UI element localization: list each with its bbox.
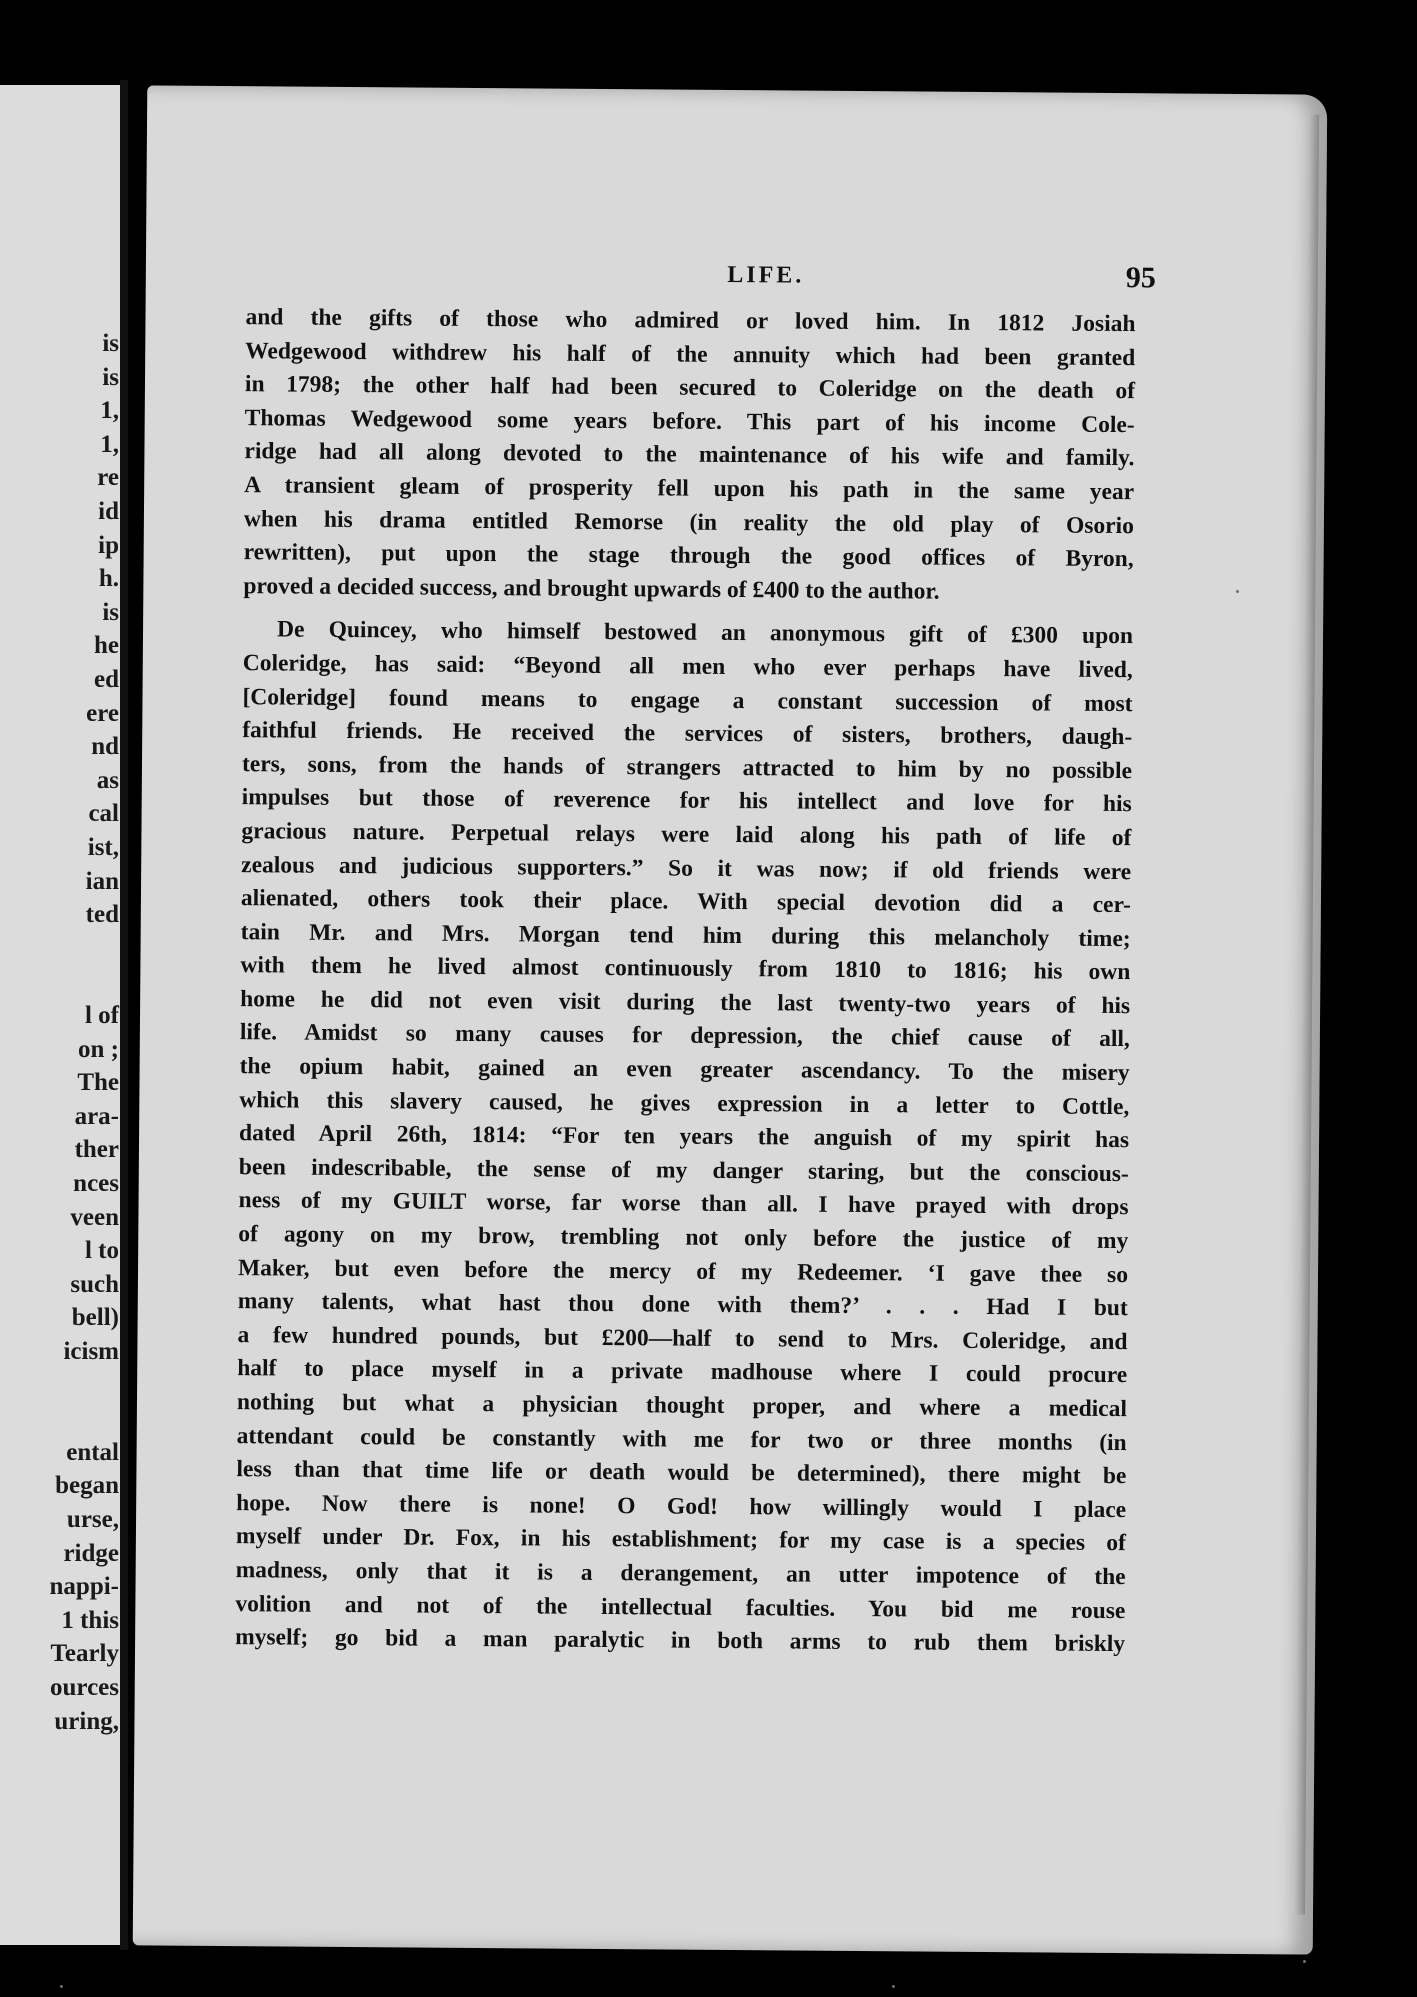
text-line: of agony on my brow, trembling not only before the justice of my [238, 1221, 1129, 1255]
text-line: tain Mr. and Mrs. Morgan tend him during this melancholy time; [240, 918, 1131, 952]
text-line: in 1798; the other half had been secured to Coleridge on the death of [244, 371, 1136, 405]
left-page-line: is [102, 598, 119, 626]
dust-speck [892, 1985, 895, 1988]
left-page-line: 1, [100, 397, 119, 425]
text-line: been indescribable, the sense of my danger staring, but the conscious- [238, 1153, 1129, 1187]
text-line: when his drama entitled Remorse (in reality the old play of Osorio [243, 505, 1134, 539]
left-page-line: The [77, 1069, 119, 1097]
left-page-line: ist, [87, 834, 119, 861]
text-line: volition and not of the intellectual faculties. You bid me rouse [235, 1590, 1126, 1624]
text-line: ness of my GUILT worse, far worse than all. I have prayed with drops [238, 1187, 1129, 1221]
left-page-line: is [102, 363, 119, 391]
text-line: Thomas Wedgewood some years before. This part of his income Cole- [244, 404, 1135, 438]
left-page-line: nd [91, 733, 119, 761]
left-page-line: ara- [74, 1102, 119, 1130]
left-page-line: ther [74, 1136, 119, 1164]
book-page [133, 85, 1328, 1954]
text-line: home he did not even visit during the last twenty-two years of his [240, 986, 1131, 1020]
left-page-line: is [102, 330, 119, 357]
left-page-line: ental [66, 1438, 119, 1466]
text-line: alienated, others took their place. With special devotion did a cer- [240, 885, 1132, 919]
text-line: with them he lived almost continuously from 1810 to 1816; his own [240, 952, 1131, 986]
text-line: many talents, what hast thou done with them?’ . . . Had I but [237, 1288, 1128, 1322]
text-line: zealous and judicious supporters.” So it was now; if old friends were [241, 851, 1132, 885]
left-page-line: ted [85, 901, 119, 929]
page-number: 95 [1125, 261, 1156, 295]
page-gutter [120, 80, 128, 1950]
left-page-line: uring, [54, 1707, 119, 1735]
left-page-line: ian [85, 867, 119, 895]
text-line: Wedgewood withdrew his half of the annuity which had been granted [245, 337, 1136, 371]
text-line: half to place myself in a private madhouse where I could procure [237, 1355, 1128, 1389]
left-page-line: ere [86, 699, 119, 727]
text-line: less than that time life or death would be determined), there might be [236, 1456, 1127, 1490]
dust-speck [1236, 590, 1239, 593]
left-page-line: urse, [66, 1506, 119, 1533]
dust-speck [60, 1985, 63, 1988]
left-page-line: l to [84, 1237, 119, 1265]
text-line: the opium habit, gained an even greater ascendancy. To the misery [239, 1053, 1130, 1087]
left-page-line: re [97, 464, 119, 492]
text-line: which this slavery caused, he gives expression in a letter to Cottle, [239, 1086, 1130, 1120]
left-page-line: h. [98, 565, 119, 593]
left-page-line: nces [73, 1170, 119, 1197]
text-line: Maker, but even before the mercy of my Redeemer. ‘I gave thee so [237, 1254, 1129, 1288]
text-line: and the gifts of those who admired or loved him. In 1812 Josiah [245, 304, 1136, 338]
text-line: ters, sons, from the hands of strangers attracted to him by no possible [241, 750, 1133, 784]
text-line: dated April 26th, 1814: “For ten years the anguish of my spirit has [238, 1120, 1130, 1154]
left-page-line: ridge [63, 1539, 119, 1567]
body-text [235, 301, 1136, 1662]
left-page-line: id [98, 498, 119, 525]
text-line: ridge had all along devoted to the maintenance of his wife and family. [244, 438, 1135, 472]
text-line: rewritten), put upon the stage through the good offices of Byron, [243, 539, 1134, 573]
running-head-text: LIFE. [727, 261, 805, 289]
left-page-line: he [94, 632, 119, 660]
left-page-line: ed [94, 666, 119, 693]
text-line: faithful friends. He received the services of sisters, brothers, daugh- [242, 717, 1133, 751]
text-line: gracious nature. Perpetual relays were laid along his path of life of [241, 818, 1132, 852]
left-page-line: 1 this [61, 1606, 119, 1634]
text-line: madness, only that it is a derangement, an utter impotence of the [235, 1557, 1126, 1591]
text-line: myself; go bid a man paralytic in both arms to rub them briskly [235, 1624, 1126, 1658]
left-page-line: nappi- [49, 1573, 119, 1601]
left-page-line: cal [88, 800, 119, 828]
left-page-line: ip [98, 531, 119, 559]
text-line: proved a decided success, and brought upwards of £400 to the author. [243, 572, 940, 605]
text-line: impulses but those of reverence for his intellect and love for his [241, 784, 1132, 818]
page-edge-shadow [1295, 115, 1319, 1915]
text-line: nothing but what a physician thought proper, and where a medical [236, 1389, 1128, 1423]
text-line: attendant could be constantly with me for two or three months (in [236, 1422, 1127, 1456]
text-line: life. Amidst so many causes for depression, the chief cause of all, [239, 1019, 1130, 1053]
text-line: myself under Dr. Fox, in his establishment; for my case is a species of [235, 1523, 1127, 1557]
text-line: A transient gleam of prosperity fell upon his path in the same year [244, 472, 1135, 506]
left-page-line: veen [70, 1203, 119, 1231]
left-page-line: as [96, 766, 119, 794]
text-line: Coleridge, has said: “Beyond all men who ever perhaps have lived, [242, 650, 1133, 684]
left-page-line: bell) [71, 1304, 119, 1332]
left-page-line: l of [84, 1002, 119, 1029]
dust-speck [1303, 1960, 1306, 1963]
text-line: hope. Now there is none! O God! how willingly would I place [236, 1489, 1127, 1523]
text-line: a few hundred pounds, but £200—half to send to Mrs. Coleridge, and [237, 1321, 1128, 1355]
left-page-line: on ; [78, 1035, 119, 1063]
left-facing-page [0, 85, 125, 1945]
left-page-line: such [70, 1270, 119, 1298]
left-page-line: Tearly [50, 1640, 119, 1668]
left-page-line: icism [63, 1338, 119, 1365]
left-page-line: 1, [100, 430, 119, 458]
text-line: [Coleridge] found means to engage a constant succession of most [242, 683, 1133, 717]
left-page-line: ources [50, 1674, 119, 1701]
left-page-line: began [55, 1472, 119, 1500]
text-line: De Quincey, who himself bestowed an anonymous gift of £300 upon [276, 616, 1134, 650]
